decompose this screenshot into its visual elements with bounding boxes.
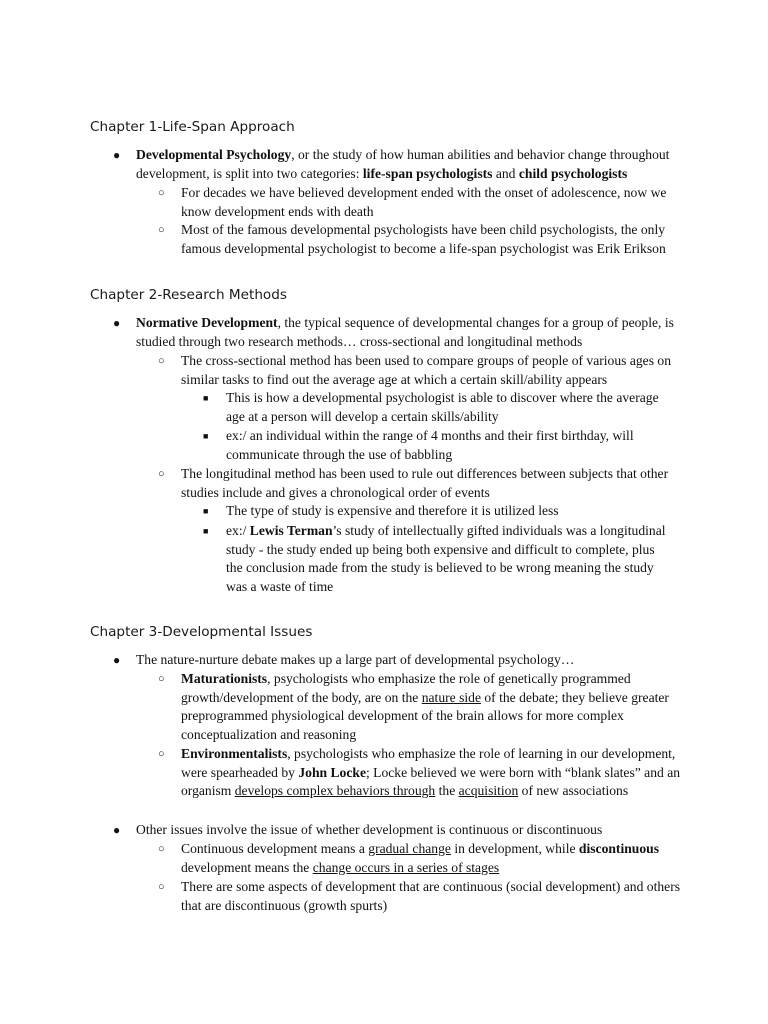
bullet-level2: ○: [158, 881, 165, 893]
term-child-psychologists: child psychologists: [518, 165, 628, 181]
term-life-span-psychologists: life-span psychologists: [362, 165, 493, 181]
ch3-subbullet-aspects: There are some aspects of development that are continuous (social development) and others that are discontinuous (growth spurts): [181, 879, 681, 913]
ch3-subbullet-environmentalists: [181, 745, 687, 801]
underline-develops-complex-behaviors: develops complex behaviors through: [234, 783, 436, 799]
term-normative-development: Normative Development: [136, 315, 278, 330]
bullet-level2: ○: [158, 843, 165, 855]
chapter-1-heading: Chapter 1-Life-Span Approach: [90, 119, 295, 135]
ch2-item-expensive: The type of study is expensive and therefore it is utilized less: [226, 503, 559, 518]
bullet-level2: ○: [158, 187, 165, 199]
term-developmental-psychology: Developmental Psychology: [136, 147, 292, 162]
text-run: ; Locke believed we were born with “blank slates” and an organism: [181, 764, 681, 799]
text-run: development means the: [181, 859, 313, 875]
ch1-subbullet-adolescence: For decades we have believed development ended with the onset of adolescence, now we know development ends with death: [181, 185, 667, 219]
ch2-subbullet-longitudinal: The longitudinal method has been used to rule out differences between subjects that other studies include and gives a chronological order of events: [181, 466, 669, 500]
text-run: ’s study of intellectually gifted individuals was a longitudinal study - the study ended up being both expensive and difficult to complete, plus the conclusion made from the study is believed to be wrong meaning the study was a waste of time: [226, 523, 666, 594]
bullet-level2: ○: [158, 355, 165, 367]
text-run: of the debate; they believe greater preprogrammed physiological development of the brain allows for more complex conceptualization and reasoning: [181, 689, 669, 742]
term-discontinuous: discontinuous: [578, 841, 659, 856]
bullet-level3: ■: [203, 431, 209, 441]
underline-series-of-stages: change occurs in a series of stages: [312, 859, 500, 875]
chapter-3-heading: Chapter 3-Developmental Issues: [90, 624, 313, 640]
text-run: of new associations: [518, 783, 629, 799]
ch2-subbullet-cross-sectional: The cross-sectional method has been used to compare groups of people of various ages on similar tasks to find out the average age at which a certain skill/ability appears: [181, 353, 671, 387]
text-run: and: [492, 165, 519, 181]
ch3-bullet-nature-nurture: The nature-nurture debate makes up a large part of developmental psychology…: [136, 652, 575, 667]
term-environmentalists: Environmentalists: [181, 746, 288, 761]
term-john-locke: John Locke: [298, 764, 366, 780]
bullet-level2: ○: [158, 673, 165, 685]
bullet-level1: ●: [113, 653, 121, 667]
ch1-subbullet-erikson: Most of the famous developmental psychologists have been child psychologists, the only famous developmental psychologist to become a life-span psychologist was Erik Erikson: [181, 222, 666, 256]
chapter-2-heading: Chapter 2-Research Methods: [90, 287, 287, 303]
text-run: the: [435, 783, 459, 799]
ch2-bullet-normative-development: [136, 314, 684, 351]
ch3-bullet-continuous: Other issues involve the issue of whether development is continuous or discontinuous: [136, 822, 603, 837]
underline-nature-side: nature side: [421, 689, 481, 705]
bullet-level2: ○: [158, 224, 165, 236]
ch3-subbullet-continuous-vs-discontinuous: [181, 840, 687, 877]
underline-gradual-change: gradual change: [368, 841, 451, 856]
underline-acquisition: acquisition: [458, 783, 519, 799]
bullet-level3: ■: [203, 393, 209, 403]
ch2-item-babbling-example: ex:/ an individual within the range of 4 months and their first birthday, will communicate through the use of babbling: [226, 428, 634, 462]
text-run: Continuous development means a: [181, 841, 369, 856]
text-run: in development, while: [450, 841, 579, 856]
bullet-level2: ○: [158, 468, 165, 480]
text-run: , or the study of how human abilities and behavior change throughout development, is split into two categories:: [136, 147, 670, 181]
bullet-level3: ■: [203, 506, 209, 516]
ch3-subbullet-maturationists: [181, 670, 687, 744]
text-run: , psychologists who emphasize the role of genetically programmed growth/development of the body, are on the: [181, 671, 631, 705]
bullet-level1: ●: [113, 823, 121, 837]
text-run: , the typical sequence of developmental changes for a group of people, is studied through two research methods… cross-sectional and longitudinal methods: [136, 315, 674, 349]
term-lewis-terman: Lewis Terman: [249, 523, 333, 538]
bullet-level1: ●: [113, 316, 121, 330]
ch1-bullet-developmental-psychology: [136, 146, 684, 183]
ch2-item-average-age: This is how a developmental psychologist is able to discover where the average age at a person will develop a certain skills/ability: [226, 390, 659, 424]
bullet-level3: ■: [203, 526, 209, 536]
bullet-level1: ●: [113, 148, 121, 162]
text-run: , psychologists who emphasize the role of learning in our development, were spearheaded by: [181, 746, 676, 780]
bullet-level2: ○: [158, 748, 165, 760]
term-maturationists: Maturationists: [181, 671, 268, 686]
text-run: ex:/: [226, 523, 250, 538]
ch2-item-terman-example: [226, 522, 672, 596]
